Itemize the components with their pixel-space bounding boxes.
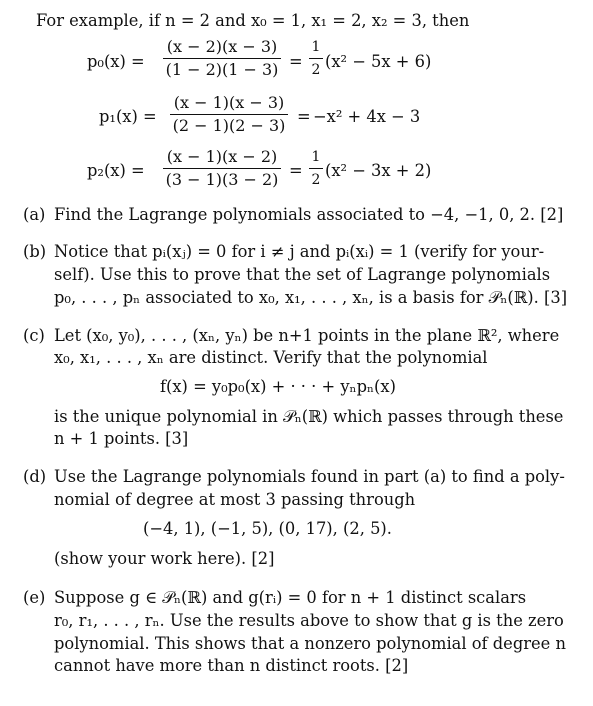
eq-p2-equals: = [289, 161, 303, 180]
eq-p2-coef-den: 2 [309, 168, 323, 189]
item-a-text: Find the Lagrange polynomials associated to −4, −1, 0, 2. [2] [54, 205, 564, 224]
eq-p0-numerator: (x − 2)(x − 3) [166, 37, 278, 56]
eq-p0-coef-den: 2 [309, 58, 323, 79]
item-d-line-1: Use the Lagrange polynomials found in part (a) to find a poly- [54, 467, 565, 486]
item-e-line-1: Suppose g ∈ 𝒫ₙ(ℝ) and g(rᵢ) = 0 for n + 1 distinct scalars [54, 588, 527, 607]
eq-p1-lhs: p₁(x) = [99, 107, 157, 126]
item-d-label: (d) [23, 467, 47, 486]
item-e-line-3: polynomial. This shows that a nonzero polynomial of degree n [54, 634, 566, 653]
eq-p2-coefficient [309, 148, 323, 189]
item-e-line-4: cannot have more than n distinct roots. [2] [54, 656, 409, 675]
eq-p0-rhs: (x² − 5x + 6) [325, 52, 432, 71]
eq-p0-coefficient [309, 38, 323, 79]
eq-p2-rhs: (x² − 3x + 2) [325, 161, 432, 180]
item-e-line-2: r₀, r₁, . . . , rₙ. Use the results above to show that g is the zero [54, 611, 564, 630]
item-c-label: (c) [23, 326, 45, 345]
eq-p0-denominator: (1 − 2)(1 − 3) [163, 58, 281, 79]
eq-p1-numerator: (x − 1)(x − 3) [173, 93, 285, 112]
eq-p0-equals: = [289, 52, 303, 71]
eq-p0-fraction [163, 38, 281, 79]
item-a-label: (a) [23, 205, 46, 224]
item-b-label: (b) [23, 242, 47, 261]
eq-p2-coef-num: 1 [311, 149, 321, 165]
intro-text: For example, if n = 2 and x₀ = 1, x₁ = 2, x₂ = 3, then [36, 11, 470, 30]
eq-p0-lhs: p₀(x) = [87, 52, 145, 71]
item-c-line-3: is the unique polynomial in 𝒫ₙ(ℝ) which passes through these [54, 407, 564, 426]
item-b-line-2: self). Use this to prove that the set of Lagrange polynomials [54, 265, 551, 284]
item-b-line-3: p₀, . . . , pₙ associated to x₀, x₁, . . . , xₙ, is a basis for 𝒫ₙ(ℝ). [3] [54, 288, 568, 307]
item-d-line-2: nomial of degree at most 3 passing through [54, 490, 416, 509]
eq-p1-fraction [170, 94, 288, 135]
eq-p0-coef-num: 1 [311, 39, 321, 55]
eq-p1-denominator: (2 − 1)(2 − 3) [170, 114, 288, 135]
item-c-line-2: x₀, x₁, . . . , xₙ are distinct. Verify that the polynomial [54, 348, 488, 367]
item-b-line-1: Notice that pᵢ(xⱼ) = 0 for i ≠ j and pᵢ(xᵢ) = 1 (verify for your- [54, 242, 545, 261]
eq-p2-fraction [163, 148, 281, 189]
eq-p2-lhs: p₂(x) = [87, 161, 145, 180]
item-c-line-4: n + 1 points. [3] [54, 429, 189, 448]
item-c-display-formula: f(x) = y₀p₀(x) + · · · + yₙpₙ(x) [160, 377, 396, 396]
item-c-line-1: Let (x₀, y₀), . . . , (xₙ, yₙ) be n+1 points in the plane ℝ², where [54, 326, 560, 345]
item-d-line-3: (show your work here). [2] [54, 549, 275, 568]
item-d-display-points: (−4, 1), (−1, 5), (0, 17), (2, 5). [143, 519, 392, 538]
item-e-label: (e) [23, 588, 46, 607]
eq-p1-rhs: −x² + 4x − 3 [313, 107, 421, 126]
eq-p2-denominator: (3 − 1)(3 − 2) [163, 168, 281, 189]
eq-p2-numerator: (x − 1)(x − 2) [166, 147, 278, 166]
eq-p1-equals: = [297, 107, 311, 126]
